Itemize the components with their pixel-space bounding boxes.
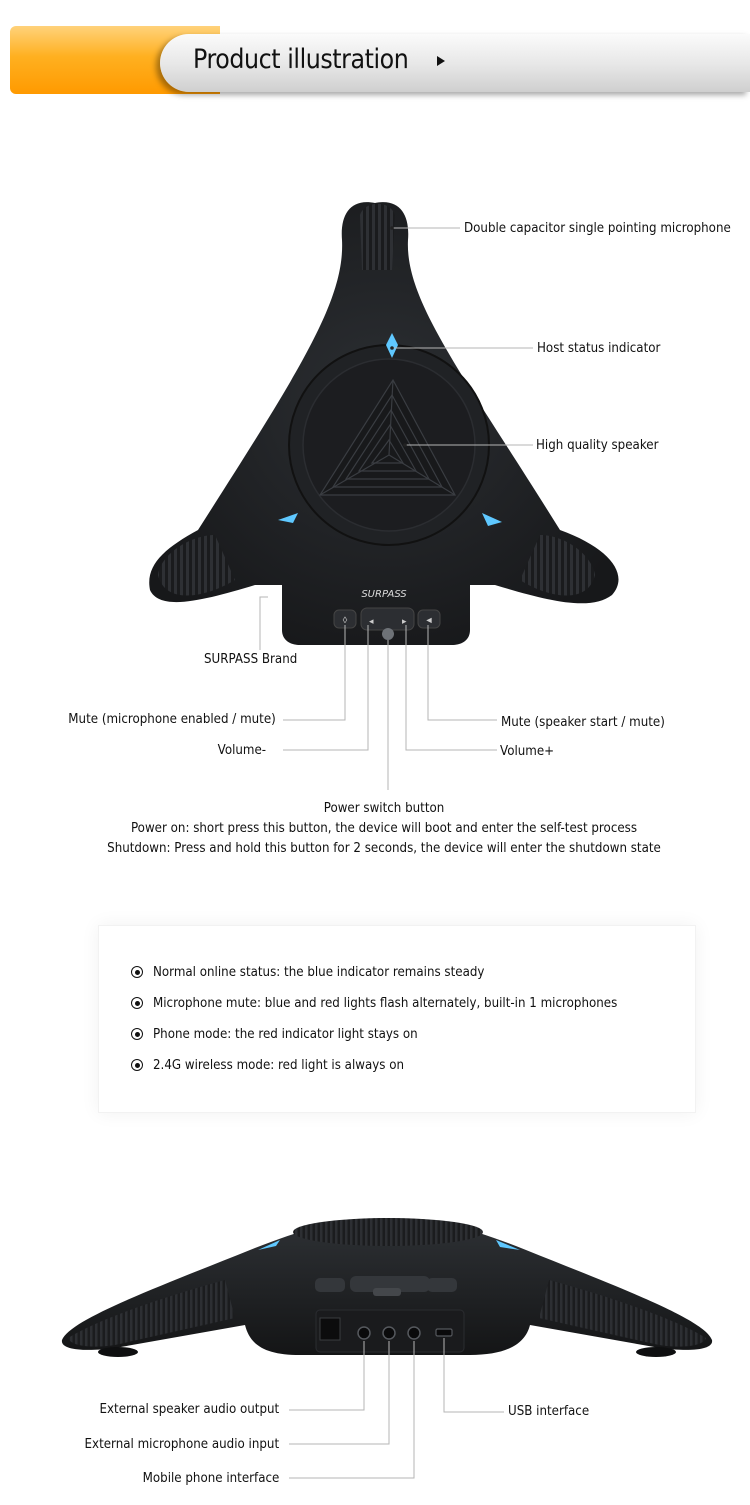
rear-port-panel (316, 1310, 464, 1352)
bullet-radio-icon (131, 997, 143, 1009)
label-microphone: Double capacitor single pointing microphone (464, 220, 731, 236)
label-brand: SURPASS Brand (204, 651, 298, 667)
brand-mark: SURPASS (361, 589, 407, 600)
label-mute-speaker: Mute (speaker start / mute) (501, 714, 665, 730)
rear-right-grille (539, 1280, 706, 1347)
top-mic-grille (360, 204, 395, 270)
rear-callout-lines (289, 1338, 504, 1478)
rear-usb-port (436, 1329, 452, 1336)
rear-jack-speaker-out (358, 1327, 370, 1339)
vol-up-glyph-icon: ▸ (402, 616, 407, 626)
label-host-status: Host status indicator (537, 340, 661, 356)
label-volume-down: Volume- (217, 742, 266, 758)
label-speaker-out: External speaker audio output (99, 1401, 279, 1417)
label-volume-up: Volume+ (500, 743, 555, 759)
label-speaker: High quality speaker (536, 437, 659, 453)
label-shutdown: Shutdown: Press and hold this button for 2 seconds, the device will enter the shutdown state (107, 840, 661, 856)
bullet-radio-icon (131, 1028, 143, 1040)
status-item (131, 1026, 454, 1042)
rear-top-grille (293, 1218, 483, 1246)
bullet-radio-icon (131, 966, 143, 978)
indicator-status-box (98, 925, 696, 1113)
status-text: Phone mode: the red indicator light stays on (153, 1026, 418, 1042)
rear-port-square (320, 1318, 340, 1340)
status-text: Microphone mute: blue and red lights flash alternately, built-in 1 microphones (153, 995, 618, 1011)
label-usb-interface: USB interface (508, 1403, 590, 1419)
rear-jack-phone (408, 1327, 420, 1339)
page-title: Product illustration (193, 44, 409, 75)
label-mute-mic: Mute (microphone enabled / mute) (68, 711, 276, 727)
power-button (382, 628, 394, 640)
status-item (131, 995, 681, 1011)
rear-jack-mic-in (383, 1327, 395, 1339)
bullet-radio-icon (131, 1059, 143, 1071)
label-mic-in: External microphone audio input (84, 1436, 279, 1452)
rear-indicator-left (258, 1240, 280, 1250)
status-text: 2.4G wireless mode: red light is always on (153, 1057, 405, 1073)
rear-left-grille (68, 1280, 235, 1347)
rear-device-body (62, 1218, 712, 1355)
label-phone-interface: Mobile phone interface (142, 1470, 279, 1486)
status-item (131, 964, 530, 980)
label-power-title: Power switch button (323, 800, 445, 816)
mic-glyph-icon: ◊ (342, 615, 348, 625)
vol-down-glyph-icon: ◂ (369, 616, 374, 626)
speaker-glyph-icon: ◄ (424, 615, 434, 625)
status-item (131, 1057, 438, 1073)
rear-indicator-right (496, 1240, 520, 1250)
status-text: Normal online status: the blue indicator remains steady (153, 964, 485, 980)
label-power-on: Power on: short press this button, the device will boot and enter the self-test process (130, 820, 638, 836)
